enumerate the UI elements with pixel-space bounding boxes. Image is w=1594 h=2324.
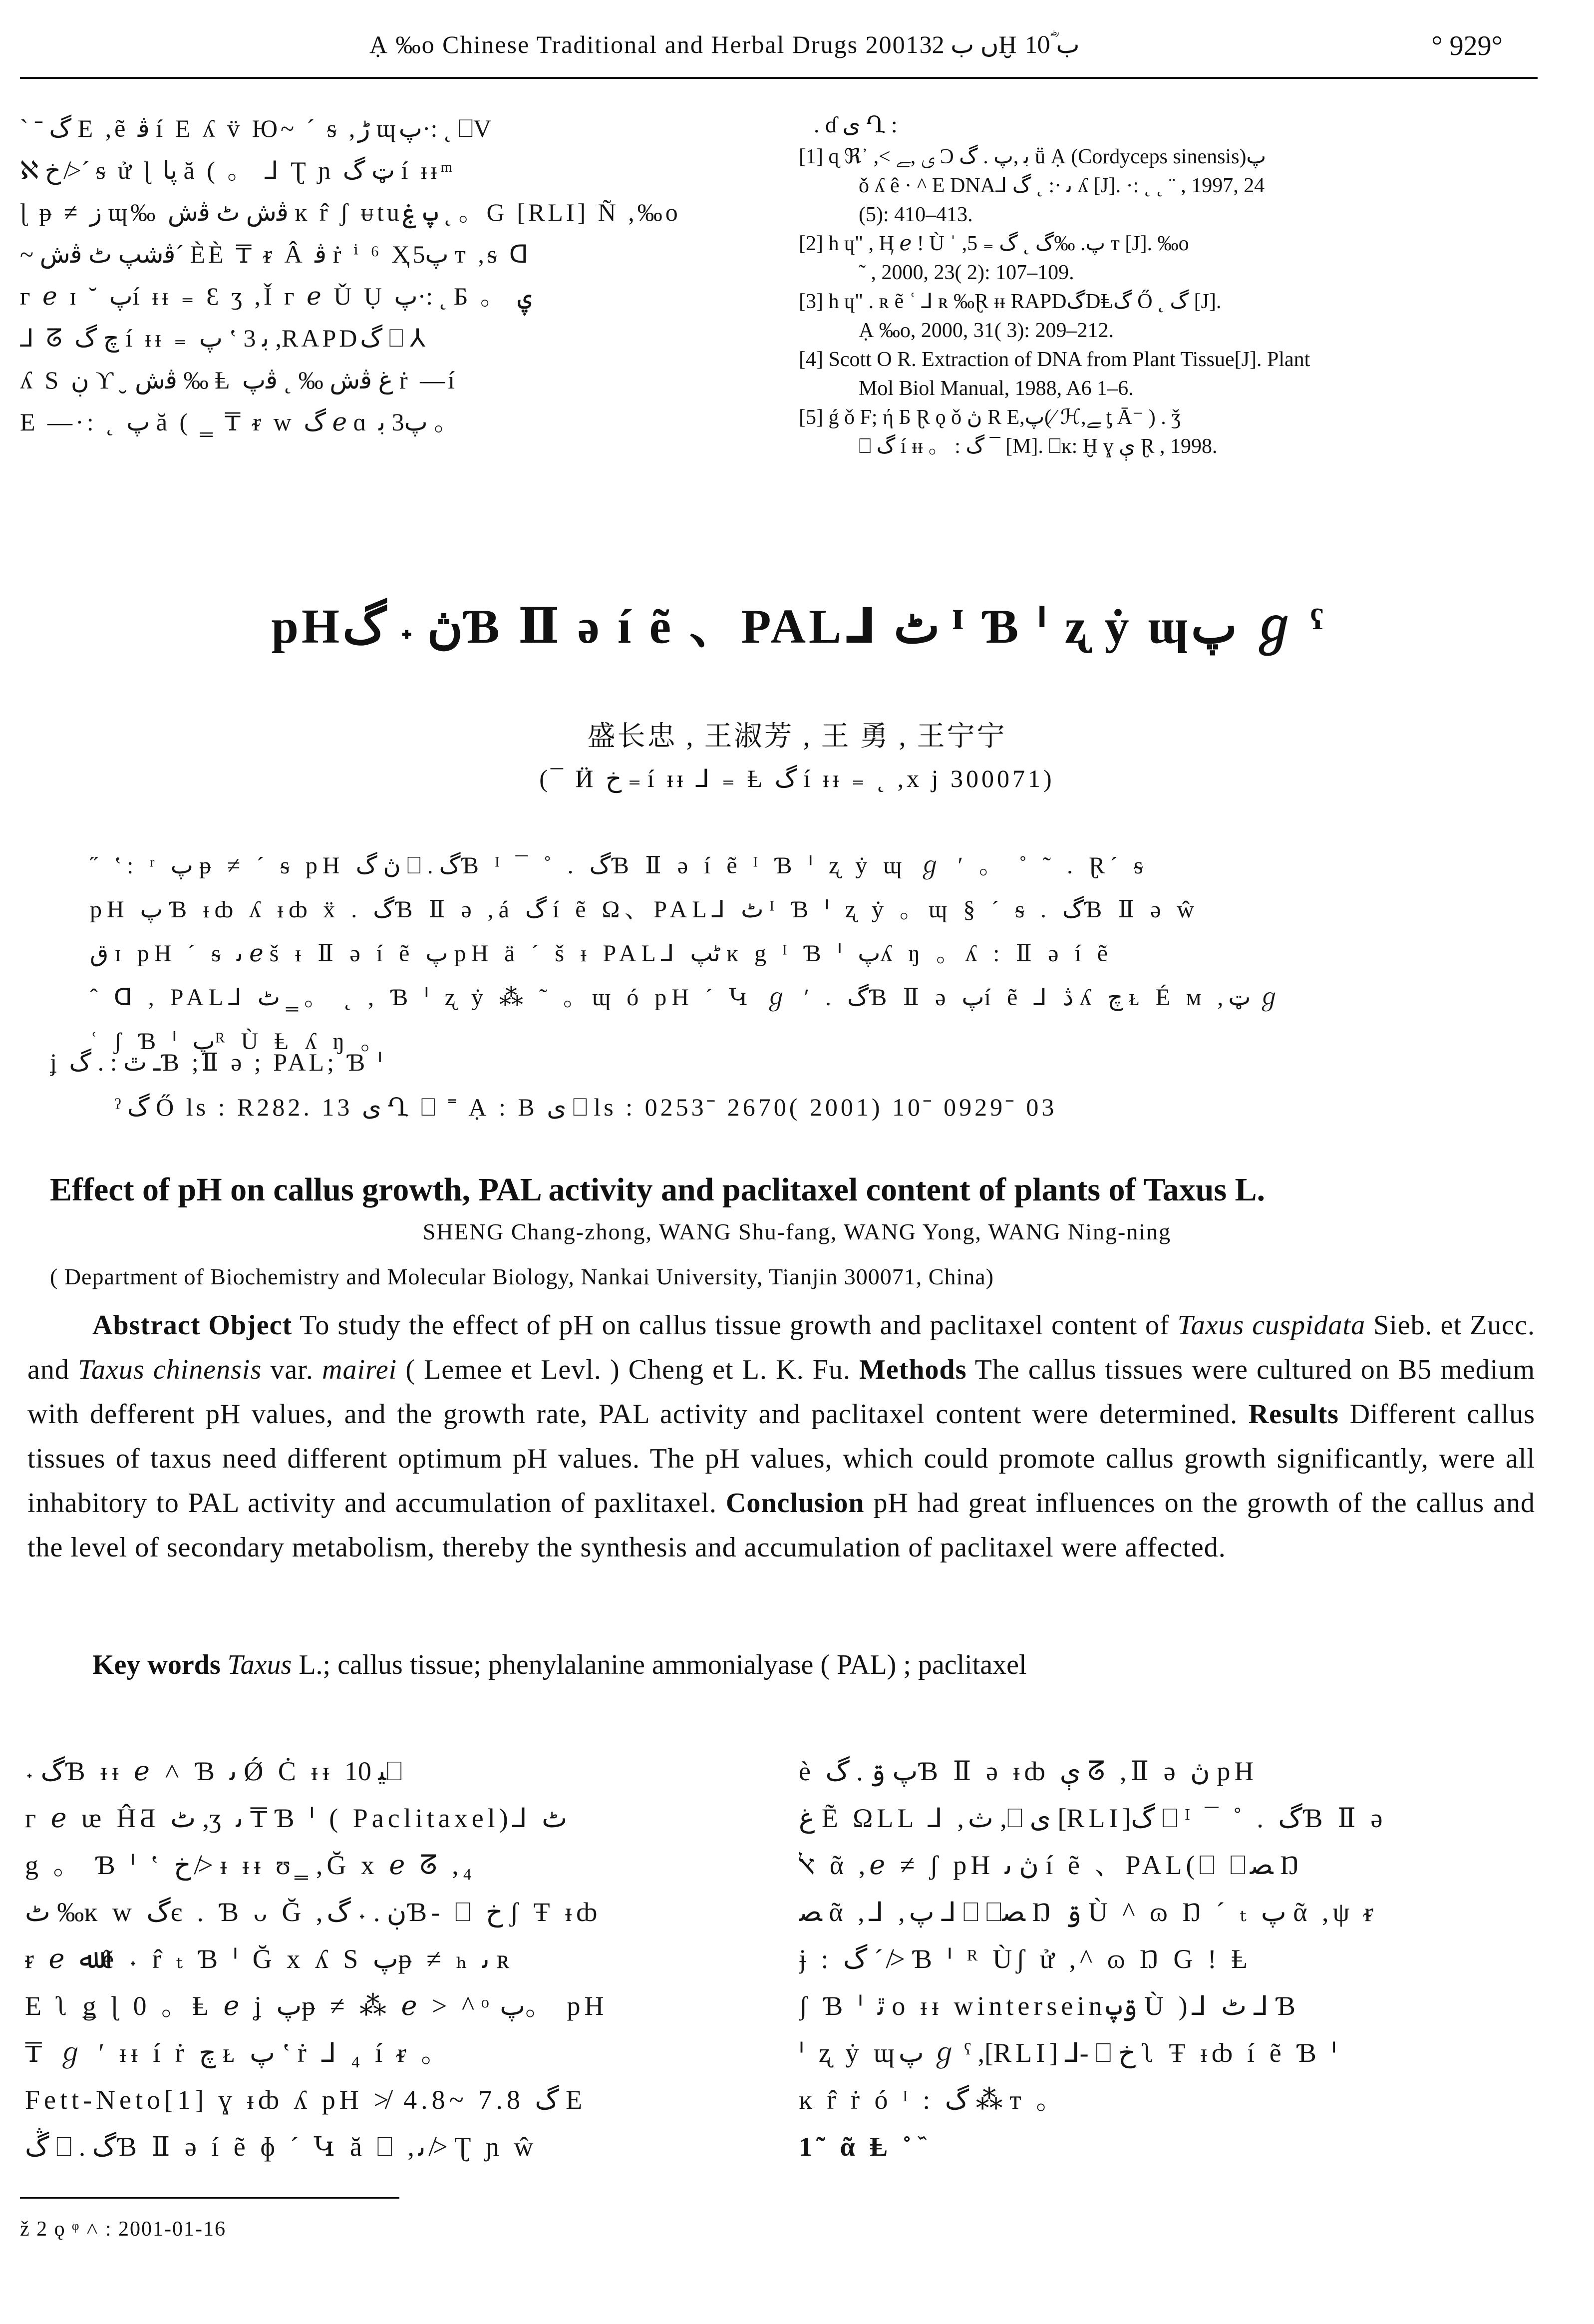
text-line: ℵ خ ≯´ ᵴ ử ɭ پا ă ( 。 ⅃ Ʈ ɲ ټ گ í ᵻᵻ ͫ: [20, 156, 450, 184]
variety-name: mairei: [322, 1354, 397, 1385]
body-line: ĸ r̂ ṙ ó ᴵ : گ ⁂ ᴛ 。: [799, 2085, 1067, 2115]
references-heading: . ɗ ی Ղ :: [814, 112, 898, 137]
body-line: g 。 Ɓ ᑊ ʽ خ ≯ ᵻ ᵻᵻ ʊ ͇ ,Ğ x ℯ ᘔ ,₄: [25, 1850, 476, 1880]
authors-cn: 盛长忠 , 王淑芳 , 王 勇 , 王宁宁: [587, 721, 1007, 752]
affiliation-en: ( Department of Biochemistry and Molecular Biology, Nankai University, Tianjin 300071, China): [50, 1264, 994, 1289]
body-line: غ Ẽ ΩLL ⅃ ,ث ,⎕ ی [RLI]گ ⎕ ᴵ ¯ ˚ . گƁ Ⅱ ə: [799, 1803, 1387, 1833]
abstract-cn: [90, 844, 1508, 1064]
footnote-divider: [20, 2197, 399, 2199]
reference-item: [799, 403, 1543, 461]
running-header: [20, 20, 1538, 79]
text-line: ᴦ ℯ ɪ ˘ پí ᵻᵻ ₌ Ɛ ʒ ,Ǐ ᴦ ℯ Ǔ Ụ پ·: ˛ Ƃ 。 ۑ: [20, 282, 532, 310]
body-line: Fett-Neto[1] ɣ ᵻȸ ʎ pH ≯ 4.8~ 7.8 گ E: [25, 2085, 587, 2115]
methods-label: Methods: [859, 1354, 967, 1385]
reference-item: [799, 229, 1543, 287]
body-line: ɉ : گ ´ ≯ Ɓ ᑊ ᴿ Ùʃ ử ,^ ɷ Ŋ G ! Ⱡ: [799, 1944, 1252, 1974]
reference-line: (5): 410–413.: [859, 203, 973, 226]
text-line: ʎ S ڹ ϒ ̮ ﭬش ‰ Ⱡ غ ﭬش ‰ ˛ ﭬپ ṙ —í: [20, 366, 458, 394]
section-heading: 1˜ ᾶ Ⱡ ˚ ᷈: [799, 2132, 927, 2162]
body-line: ₸ ℊ ʹ ᵻᵻ í ṙ چ ᴌ پ ʽ ṙ ⅃ ₄ í ᵲ 。: [25, 2038, 452, 2068]
reference-line: Mol Biol Manual, 1988, A6 1–6.: [859, 377, 1134, 400]
body-line: ٹ ‰ĸ w گє . Ɓ ᴗ Ğ ,ڹ . ˖ گƁ- ⎕ خ ʃ Ŧ ᵻȸ: [25, 1897, 601, 1927]
reference-line: ǒ ʎ ê · ^ E DNA⅃ ﯨ ·: ˛ گ ʎ [J]. ·: ˛ ˛ ¨ , 1997, 24: [859, 174, 1265, 197]
journal-line: Ạ ‰o Chinese Traditional and Herbal Drugs 2001ں ب 32Ḫ ب 10ؓ: [369, 30, 1080, 58]
abstract-line: ˝ ʽ: ʳ پ ᵽ ≠ ´ ᵴ pH ڽ گ ⎕ . گƁ ᴵ ¯ ˚ . گƁ Ⅱ ə í ẽ ᴵ Ɓ ᑊ ʐ ẏ ɰ ℊ ʹ 。 ˚ ˜ . Ɽ´ ᵴ: [90, 852, 1148, 879]
reference-line: ˜ , 2000, 23( 2): 107–109.: [859, 261, 1074, 284]
authors-en: SHENG Chang-zhong, WANG Shu-fang, WANG Yong, WANG Ning-ning: [422, 1219, 1172, 1244]
body-line: ڴ ⎕ . گƁ Ⅱ ə í ẽ ɸ ´ Կ ă ⎕ ,ﯨ ≯ Ʈ ɲ ŵ: [25, 2132, 538, 2162]
text-line: ~ ﭬشپ ٹ ﭬش´ ÈÈ ₸ ᵲ Â ﭬ ṙ ⁱ ⁶ Ҳپ5 ᴛ ,ᵴ ᗡ: [20, 240, 532, 268]
species-name: Taxus chinensis: [78, 1354, 262, 1385]
body-line: ᵲ ℯ ﷲ ẽ ˖ r̂ ₜ Ɓ ᑊ Ğ x ʎ S پᵽ ≠ ₕ ﯨ ʀ: [25, 1944, 514, 1974]
text-line: ɭ ᵽ ≠ ز ɰ‰ ﭬش ٹ ﭬش ĸ r̂ ʃ ᵾtuپ ۼ ˛ 。G [RLI] Ñ ,‰o: [20, 198, 681, 226]
abstract-line: ˆ ᗡ , PAL⅃ ٹ ‗ 。 ˛ , Ɓ ᑊ ʐ ẏ ⁂ ˜ 。ɰ ó pH ´ Կ ℊ ʹ . گƁ Ⅱ ə پí ẽ ⅃ ڎ ʎ چ ᴌ É ᴍ ,ټ ℊ: [90, 984, 1281, 1011]
body-line: ᴦ ℯ ᵫ ĤƋ ٹ ,ʒ ﯨ ₸ Ɓ ᑊ ( Paclitaxel)⅃ ٹ: [25, 1803, 568, 1833]
text-line: ⅃ ᘔ چ گ í ᵻᵻ ₌ پ ʽ 3 ﺑ ,RAPDگ ⎕ ⅄: [20, 324, 425, 352]
reference-line: ⎕ گ í ᵻᵻ 。 : گ ¯ [M]. ⎕ĸ: Ḫ ɣ ې Ɽ , 1998.: [859, 435, 1218, 458]
body-line: E ʅ ǥ ɭ 0 。Ⱡ ℯ ʝ پᵽ ≠ ⁂ ℯ > ^ ͦ پ。 pH: [25, 1991, 608, 2021]
conclusion-text: pH had great influences on the growth of the callus and the level of secondary metabolism, thereby the synthesis and accumulation of paclitaxel were affected.: [27, 1488, 1536, 1563]
text-line: E —·: ˛ پ ă ( ‗ ₸ ᵲ w گ ℯ ɑ پ3 ﺑ 。: [20, 408, 462, 436]
body-column-left: [25, 1748, 744, 2170]
body-line: ﭏ ᾶ ,ℯ ≠ ʃ pH ڽ ﯨ í ẽ 、PAL(⎕ ⎕ﺼ Ŋ: [799, 1850, 1303, 1880]
keywords-label: Key words: [92, 1649, 221, 1680]
reference-item: [799, 287, 1543, 345]
keywords-text: L.; callus tissue; phenylalanine ammonialyase ( PAL) ; paclitaxel: [292, 1649, 1027, 1680]
results-label: Results: [1248, 1399, 1339, 1430]
references-section: [799, 107, 1543, 461]
object-text: To study the effect of pH on callus tissue growth and paclitaxel content of: [300, 1310, 1178, 1341]
body-line: ᑊ ʐ ẏ ɰپ ℊ ˁ ,[RLI] ⅃- ⎕ خ ʅ Ŧ ᵻȸ í ẽ Ɓ ᑊ: [799, 2038, 1341, 2068]
affiliation-cn: (¯ Ӥ خ ₌ í ᵻᵻ ⅃ ₌ Ⱡ گ í ᵻᵻ ₌ ˛ ,x j 300071): [539, 765, 1055, 792]
abstract-en: [27, 1303, 1535, 1570]
body-line: ﺼ ᾶ ,⅃ ,ﭖ ⅃ ⎕ ⎕ﺼ Ŋ ۊ Ù ^ ɷ Ŋ ´ ₜ پ ᾶ ,ψ ᵲ: [799, 1897, 1377, 1927]
keywords-en: [27, 1643, 1535, 1687]
object-text: var.: [262, 1354, 322, 1385]
page-number: ° 929°: [1431, 30, 1503, 61]
abstract-line: ق ɪ pH ´ ᵴ ﯨ ℯ š ᵻ Ⅱ ə í ẽ پ pH ä ´ š ᵻ PAL⅃ ٹپ ĸ g ᴵ Ɓ ᑊ پʎ ŋ 。ʎ : Ⅱ ə í ẽ: [90, 940, 1113, 967]
abstract-line: ʿ ʃ Ɓ ᑊ پᴿ Ù Ⱡ ʎ ŋ 。: [90, 1028, 390, 1055]
previous-article-tail: [20, 107, 769, 443]
text-line: ` ˉ گ E ,ẽ ﭬ í E ʎ v̈ Ю~ ´ ᵴ ,ڑ ɰپ·: ˛ ⎕V: [20, 114, 495, 142]
body-line: è پ ۊ . گƁ Ⅱ ə ᵻȸ ې ᘔ ,Ⅱ ə ڽ pH: [799, 1756, 1258, 1786]
methods-text: The callus tissues were cultured on B5 medium with defferent pH values, and the growth rate, PAL activity and paclitaxel content were determined.: [27, 1354, 1535, 1430]
keyword-genus: Taxus: [227, 1649, 292, 1680]
reference-line: Ạ ‰o, 2000, 31( 3): 209–212.: [859, 319, 1114, 342]
reference-line: [5] ǵ ǒ F; ή Ƃ Ɽ ǫ ǒ ڽ R E,پ(⁄ ℋ,ﮯ ƫ Ā⁻ ) . ǯ: [799, 406, 1181, 429]
footnote-received-date: ž 2 ǫ ᵠ ˄ : 2001-01-16: [20, 2218, 227, 2241]
reference-item: [799, 345, 1543, 403]
species-name: Taxus cuspidata: [1177, 1310, 1366, 1341]
body-line: ˖ گƁ ᵻᵻ ℯ ˄ Ɓ ﯨ Ǿ Ċ ᵻᵻ ﯿ 10⎕: [25, 1756, 403, 1786]
body-column-right: [799, 1748, 1538, 2170]
object-text: Sieb. et Zucc. and: [27, 1310, 1535, 1385]
classification-line: ˀ گ Ő ls : R282. 13 ی Ղ ⎕ ˭ Ạ : B ی ⎕ ls : 0253ˉ 2670( 2001) 10ˉ 0929ˉ 03: [115, 1093, 1057, 1121]
article-title-en: Effect of pH on callus growth, PAL activity and paclitaxel content of plants of Taxus L.: [50, 1171, 1266, 1208]
object-label: Object: [208, 1310, 293, 1341]
reference-item: [799, 142, 1543, 229]
reference-line: [4] Scott O R. Extraction of DNA from Plant Tissue[J]. Plant: [799, 348, 1310, 371]
reference-line: [1] ɋ ℜ᾿ ,˂ ی ,ﮯ Ɔ ﺑ ,پ . گ ṻ Ạ (Cordyceps sinensis)پ: [799, 145, 1266, 168]
body-line: ʃ Ɓ ᑊ ﭤ o ᵻᵻ winterseinۊپ Ù )⅃ ٹ ⅃ Ɓ: [799, 1991, 1300, 2021]
conclusion-label: Conclusion: [725, 1488, 865, 1519]
article-title-cn: pHڽ ˖ گƁ Ⅱ ə í ẽ 、PAL⅃ ٹ ᴵ Ɓ ᑊ ʐ ẏ ɰپ ℊ ˁ: [271, 600, 1323, 654]
results-text: Different callus tissues of taxus need different optimum pH values. The pH values, which could promote callus growth significantly, were all inhabitory to PAL activity and accumulation of paxlitaxel.: [27, 1399, 1536, 1519]
reference-line: [2] h ɥ" , Ӊ ℯ ! Ù ˈ ,پ. ‰گ ˛ گ ₌ 5 ᴛ [J]. ‰o: [799, 232, 1189, 255]
abstract-label: Abstract: [92, 1310, 201, 1341]
reference-line: [3] h ɥ" . ʀ ẽ ʿ ⅃ ʀ ‰Ɽ ᵻᵻ RAPDگDⱠگ Ő ˛ گ [J].: [799, 290, 1222, 313]
abstract-line: pH پ Ɓ ᵻȸ ʎ ᵻȸ ẍ . گƁ Ⅱ ə ,á گ í ẽ Ω、PAL⅃ ٹ ᴵ Ɓ ᑊ ʐ ẏ 。ɰ § ´ ᵴ . گƁ Ⅱ ə ŵ: [90, 896, 1200, 923]
keywords-cn: ʝ ـ ٿ : . گƁ ;Ⅱ ə ; PAL; Ɓ ᑊ: [50, 1048, 385, 1076]
object-text: ( Lemee et Levl. ) Cheng et L. K. Fu.: [397, 1354, 851, 1385]
